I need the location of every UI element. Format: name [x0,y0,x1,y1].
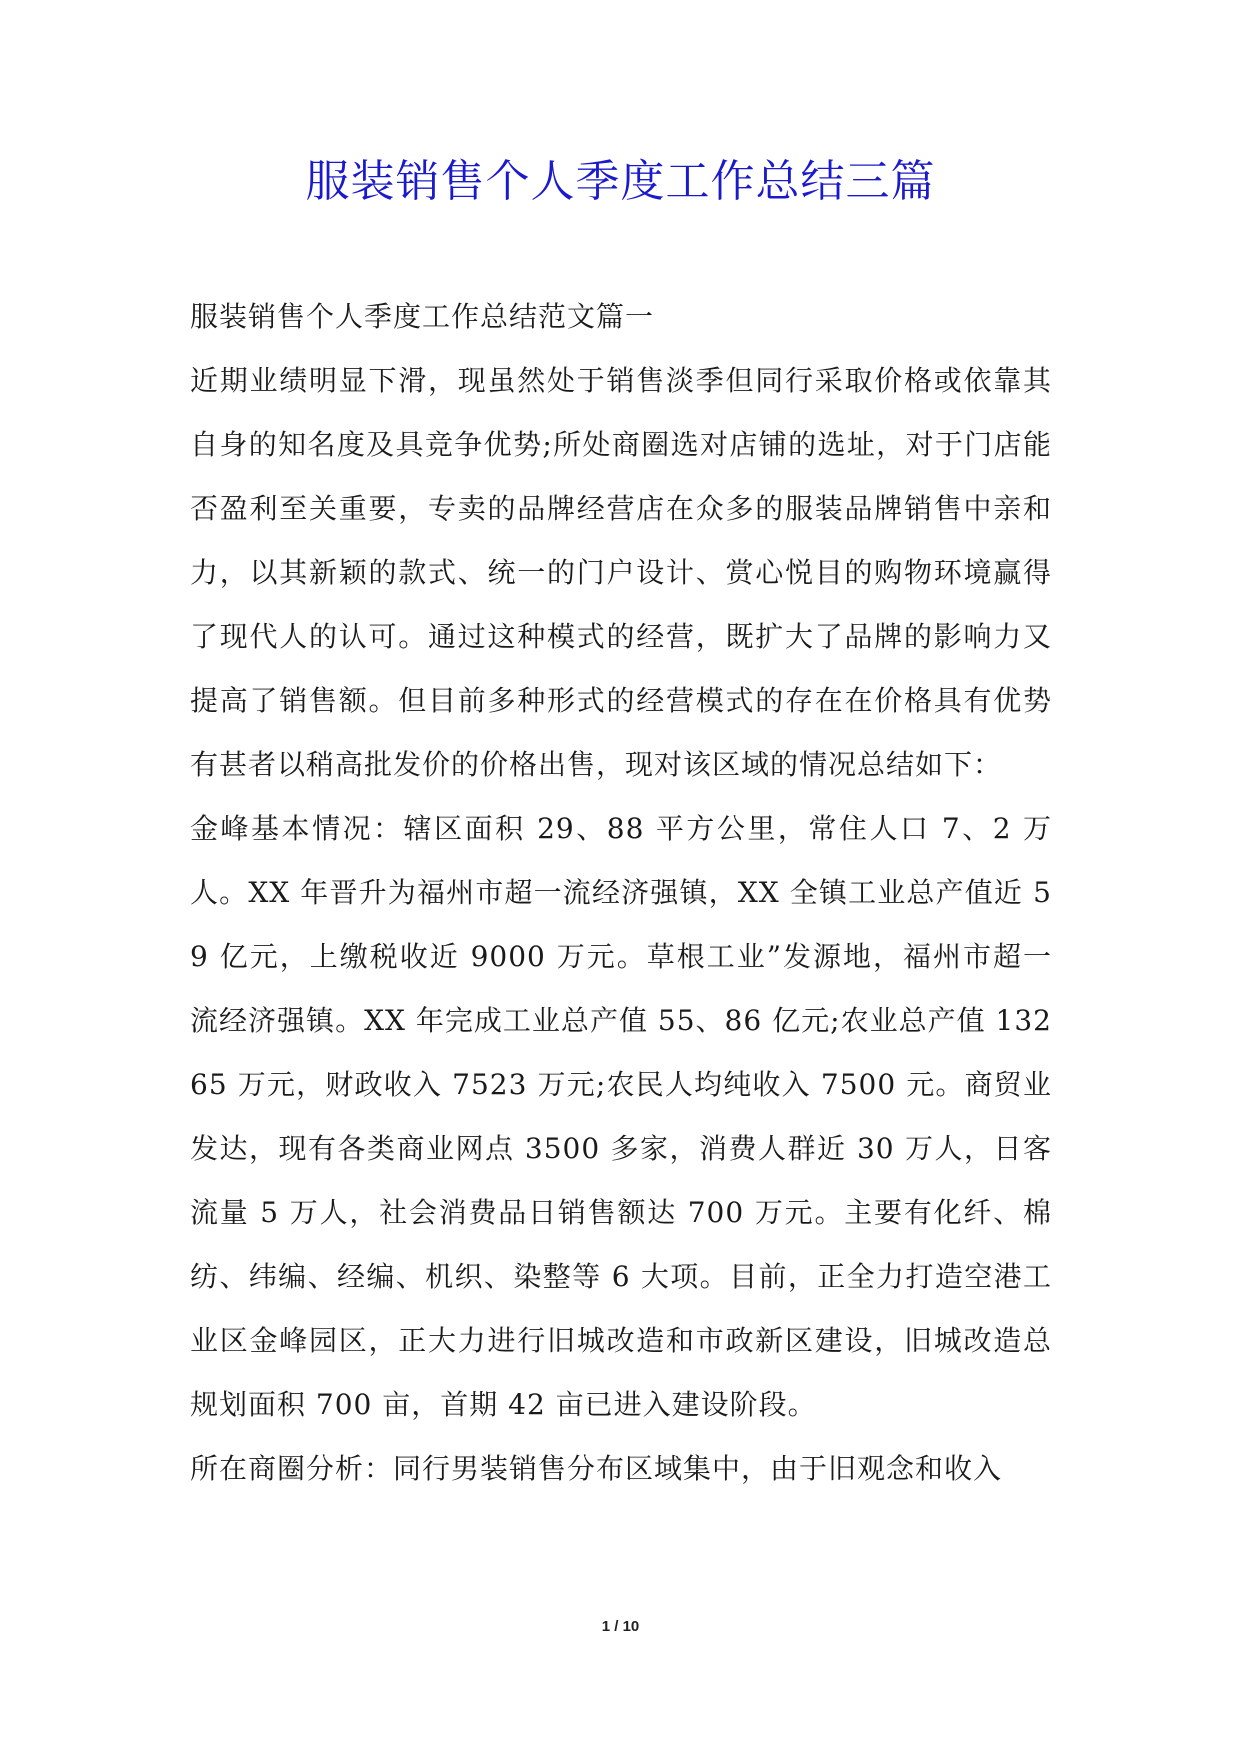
body-paragraph: 金峰基本情况：辖区面积 29、88 平方公里，常住人口 7、2 万人。XX 年晋升为福州市超一流经济强镇，XX 全镇工业总产值近 59 亿元，上缴税收近 9000 万元。草根工业”发源地，福州市超一流经济强镇。XX 年完成工业总产值 55、86 亿元;农业总产值 13265 万元，财政收入 7523 万元;农民人均纯收入 7500 元。商贸业发达，现有各类商业网点 3500 多家，消费人群近 30 万人，日客流量 5 万人，社会消费品日销售额达 700 万元。主要有化纤、棉纺、纬编、经编、机织、染整等 6 大项。目前，正全力打造空港工业区金峰园区，正大力进行旧城改造和市政新区建设，旧城改造总规划面积 700 亩，首期 42 亩已进入建设阶段。 [190,812,1052,1421]
body-paragraph: 近期业绩明显下滑，现虽然处于销售淡季但同行采取价格或依靠其自身的知名度及具竞争优势;所处商圈选对店铺的选址，对于门店能否盈利至关重要，专卖的品牌经营店在众多的服装品牌销售中亲和力，以其新颖的款式、统一的门户设计、赏心悦目的购物环境赢得了现代人的认可。通过这种模式的经营，既扩大了品牌的影响力又提高了销售额。但目前多种形式的经营模式的存在在价格具有优势有甚者以稍高批发价的价格出售，现对该区域的情况总结如下： [190,364,1052,781]
section-heading: 服装销售个人季度工作总结范文篇一 [190,300,655,333]
page-number: 1 / 10 [601,1618,640,1635]
document-body [190,285,1052,1501]
body-paragraph: 所在商圈分析：同行男装销售分布区域集中，由于旧观念和收入 [190,1452,1003,1485]
document-title: 服装销售个人季度工作总结三篇 [305,156,936,207]
